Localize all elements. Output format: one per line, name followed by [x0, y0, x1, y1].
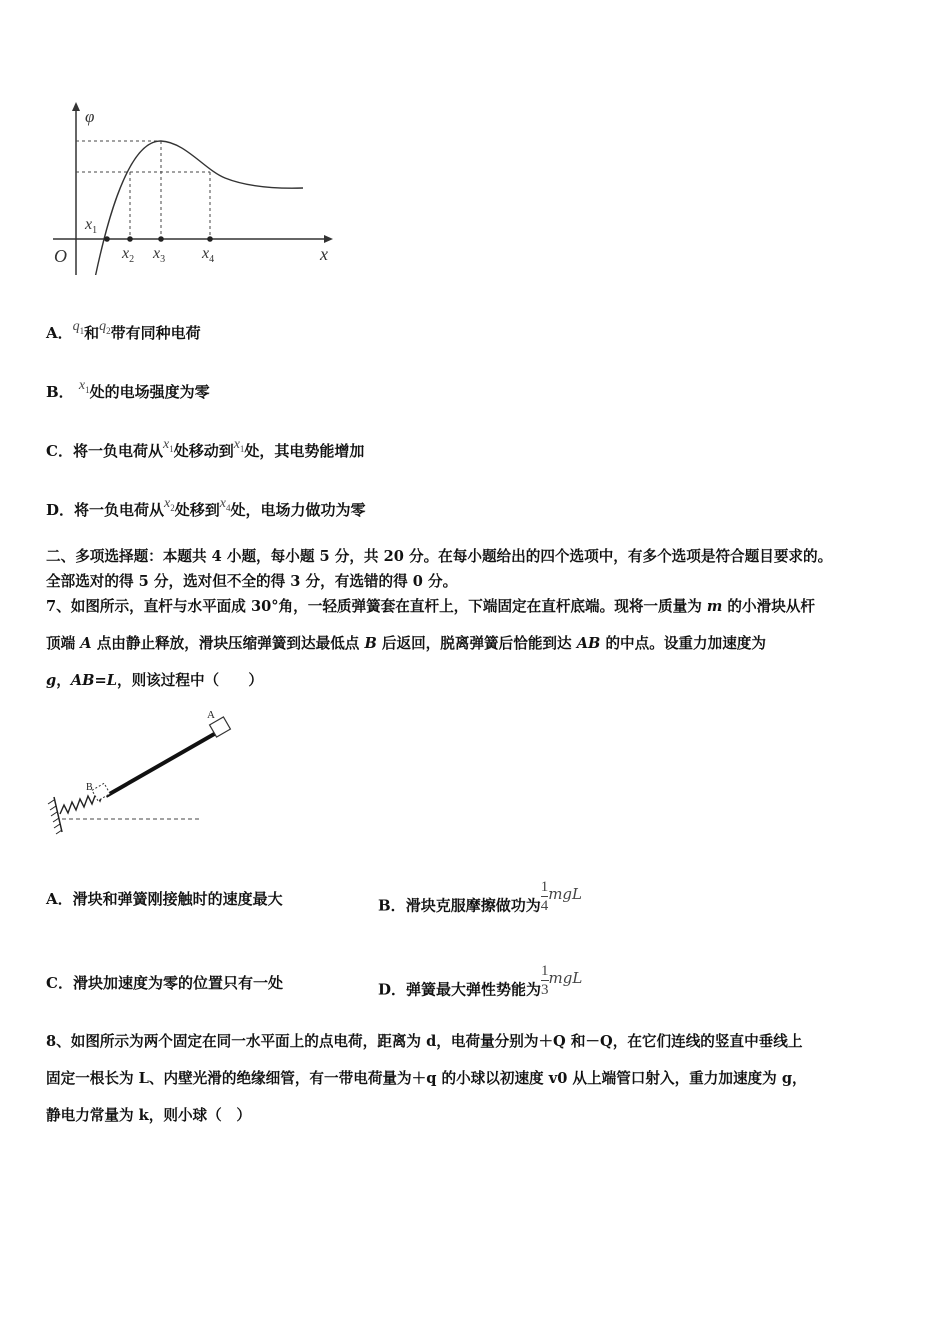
q7-option-b: B．滑块克服摩擦做功为 $\frac{1}{4}$ mgL: [378, 879, 582, 915]
phi-label: φ: [85, 107, 95, 126]
x4-point: [207, 236, 213, 242]
q6-option-a: A．$q_1$和$q_2$带有同种电荷: [46, 319, 201, 342]
wall-hatch: [48, 800, 62, 834]
q8-line2: 固定一根长为 L、内壁光滑的绝缘细管，有一带电荷量为＋q 的小球以初速度 v0 从上端管口射入，重力加速度为 g，: [46, 1070, 807, 1087]
q7-line1: 7、如图所示，直杆与水平面成 30°角，一轻质弹簧套在直杆上，下端固定在直杆底端。现将一质量为 m 的小滑块从杆: [46, 598, 815, 615]
x-axis-label: x: [320, 244, 328, 264]
fraction-one-quarter: $\frac{1}{4}$: [540, 879, 549, 914]
x2-point: [127, 236, 133, 242]
x3-point: [158, 236, 164, 242]
rod: [106, 733, 216, 796]
q7-option-d: D．弹簧最大弹性势能为 $\frac{1}{3}$ mgL: [378, 963, 583, 999]
x1-point: [104, 236, 110, 242]
q8-line3: 静电力常量为 k，则小球（ ）: [46, 1107, 251, 1124]
phi-axis-arrow-icon: [72, 102, 80, 111]
rod-spring-figure: [40, 702, 250, 842]
x2-label: $x_2$: [122, 245, 135, 265]
q7-option-c: C．滑块加速度为零的位置只有一处: [46, 974, 283, 992]
x1-label: $x_1$: [85, 216, 98, 236]
fraction-one-third: $\frac{1}{3}$: [541, 963, 549, 998]
q6-option-d: D．将一负电荷从$x_2$处移到$x_4$处，电场力做功为零: [46, 496, 366, 519]
q7-option-a: A．滑块和弹簧刚接触时的速度最大: [46, 890, 283, 908]
x3-label: $x_3$: [153, 245, 166, 265]
section2-line1: 二、多项选择题：本题共 4 小题，每小题 5 分，共 20 分。在每小题给出的四个选项中，有多个选项是符合题目要求的。: [46, 548, 833, 565]
q7-line3: g，AB=L，则该过程中（ ）: [46, 672, 263, 689]
origin-label: O: [54, 246, 67, 266]
x4-label: $x_4$: [202, 245, 215, 265]
q7-line2: 顶端 A 点由静止释放，滑块压缩弹簧到达最低点 B 后返回，脱离弹簧后恰能到达 AB 的中点。设重力加速度为: [46, 635, 766, 652]
potential-graph: [45, 100, 345, 275]
q6-option-c: C．将一负电荷从$x_1$处移动到$x_1$处，其电势能增加: [46, 437, 365, 460]
x-axis-arrow-icon: [324, 235, 333, 243]
label-b: B: [86, 782, 93, 793]
label-a: A: [207, 709, 215, 721]
q6-option-b: B． $x_1$处的电场强度为零: [46, 378, 210, 401]
section2-line2: 全部选对的得 5 分，选对但不全的得 3 分，有选错的得 0 分。: [46, 573, 458, 590]
q8-line1: 8、如图所示为两个固定在同一水平面上的点电荷，距离为 d，电荷量分别为＋Q 和－Q，在它们连线的竖直中垂线上: [46, 1033, 803, 1050]
